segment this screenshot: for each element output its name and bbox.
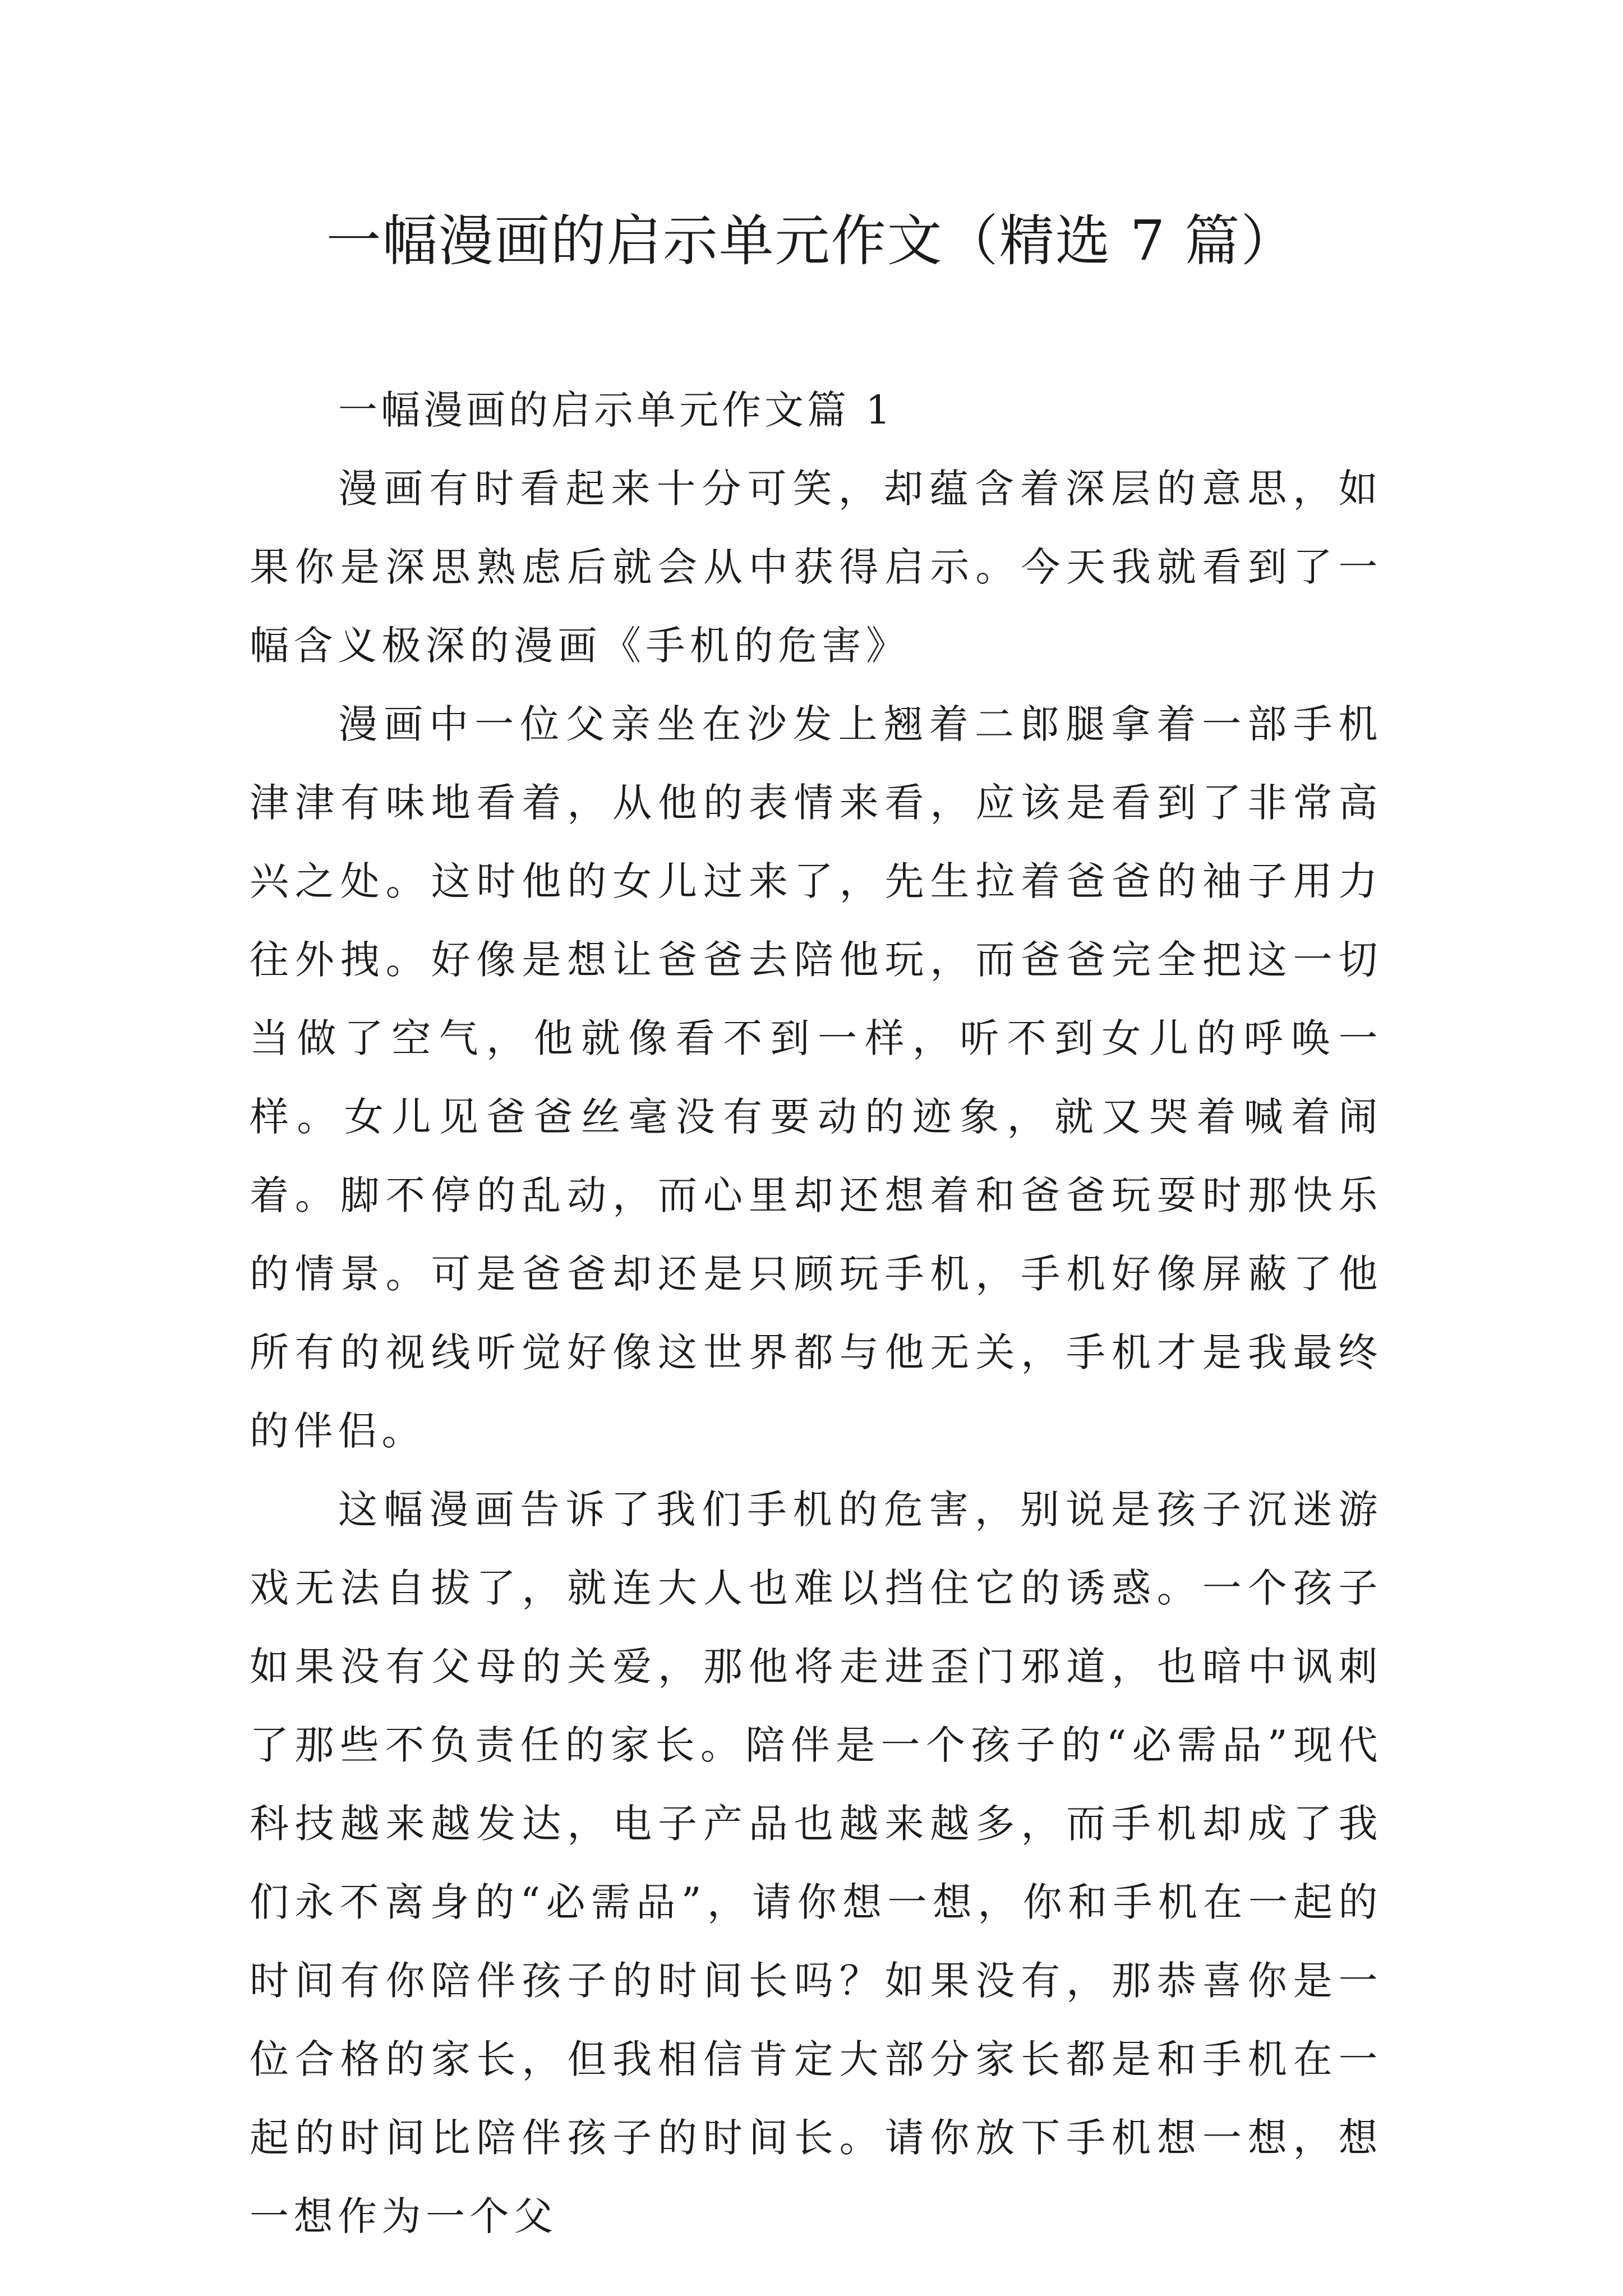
- paragraph-2: 漫画中一位父亲坐在沙发上翘着二郎腿拿着一部手机津津有味地看着，从他的表情来看，应该是看到了非常高兴之处。这时他的女儿过来了，先生拉着爸爸的袖子用力往外拽。好像是想让爸爸去陪他玩，而爸爸完全把这一切当做了空气，他就像看不到一样，听不到女儿的呼唤一样。女儿见爸爸丝毫没有要动的迹象，就又哭着喊着闹着。脚不停的乱动，而心里却还想着和爸爸玩耍时那快乐的情景。可是爸爸却还是只顾玩手机，手机好像屏蔽了他所有的视线听觉好像这世界都与他无关，手机才是我最终的伴侣。: [250, 701, 1382, 1454]
- section-heading: 一幅漫画的启示单元作文篇 1: [338, 387, 894, 433]
- document-body: [250, 371, 1382, 2256]
- paragraph-3: 这幅漫画告诉了我们手机的危害，别说是孩子沉迷游戏无法自拔了，就连大人也难以挡住它的诱惑。一个孩子如果没有父母的关爱，那他将走进歪门邪道，也暗中讽刺了那些不负责任的家长。陪伴是一个孩子的“必需品”现代科技越来越发达，电子产品也越来越多，而手机却成了我们永不离身的“必需品”，请你想一想，你和手机在一起的时间有你陪伴孩子的时间长吗？如果没有，那恭喜你是一位合格的家长，但我相信肯定大部分家长都是和手机在一起的时间比陪伴孩子的时间长。请你放下手机想一想，想一想作为一个父: [250, 1487, 1382, 2239]
- paragraph-1: 漫画有时看起来十分可笑，却蕴含着深层的意思，如果你是深思熟虑后就会从中获得启示。今天我就看到了一幅含义极深的漫画《手机的危害》: [250, 466, 1382, 669]
- document-title: 一幅漫画的启示单元作文（精选 7 篇）: [326, 209, 1297, 273]
